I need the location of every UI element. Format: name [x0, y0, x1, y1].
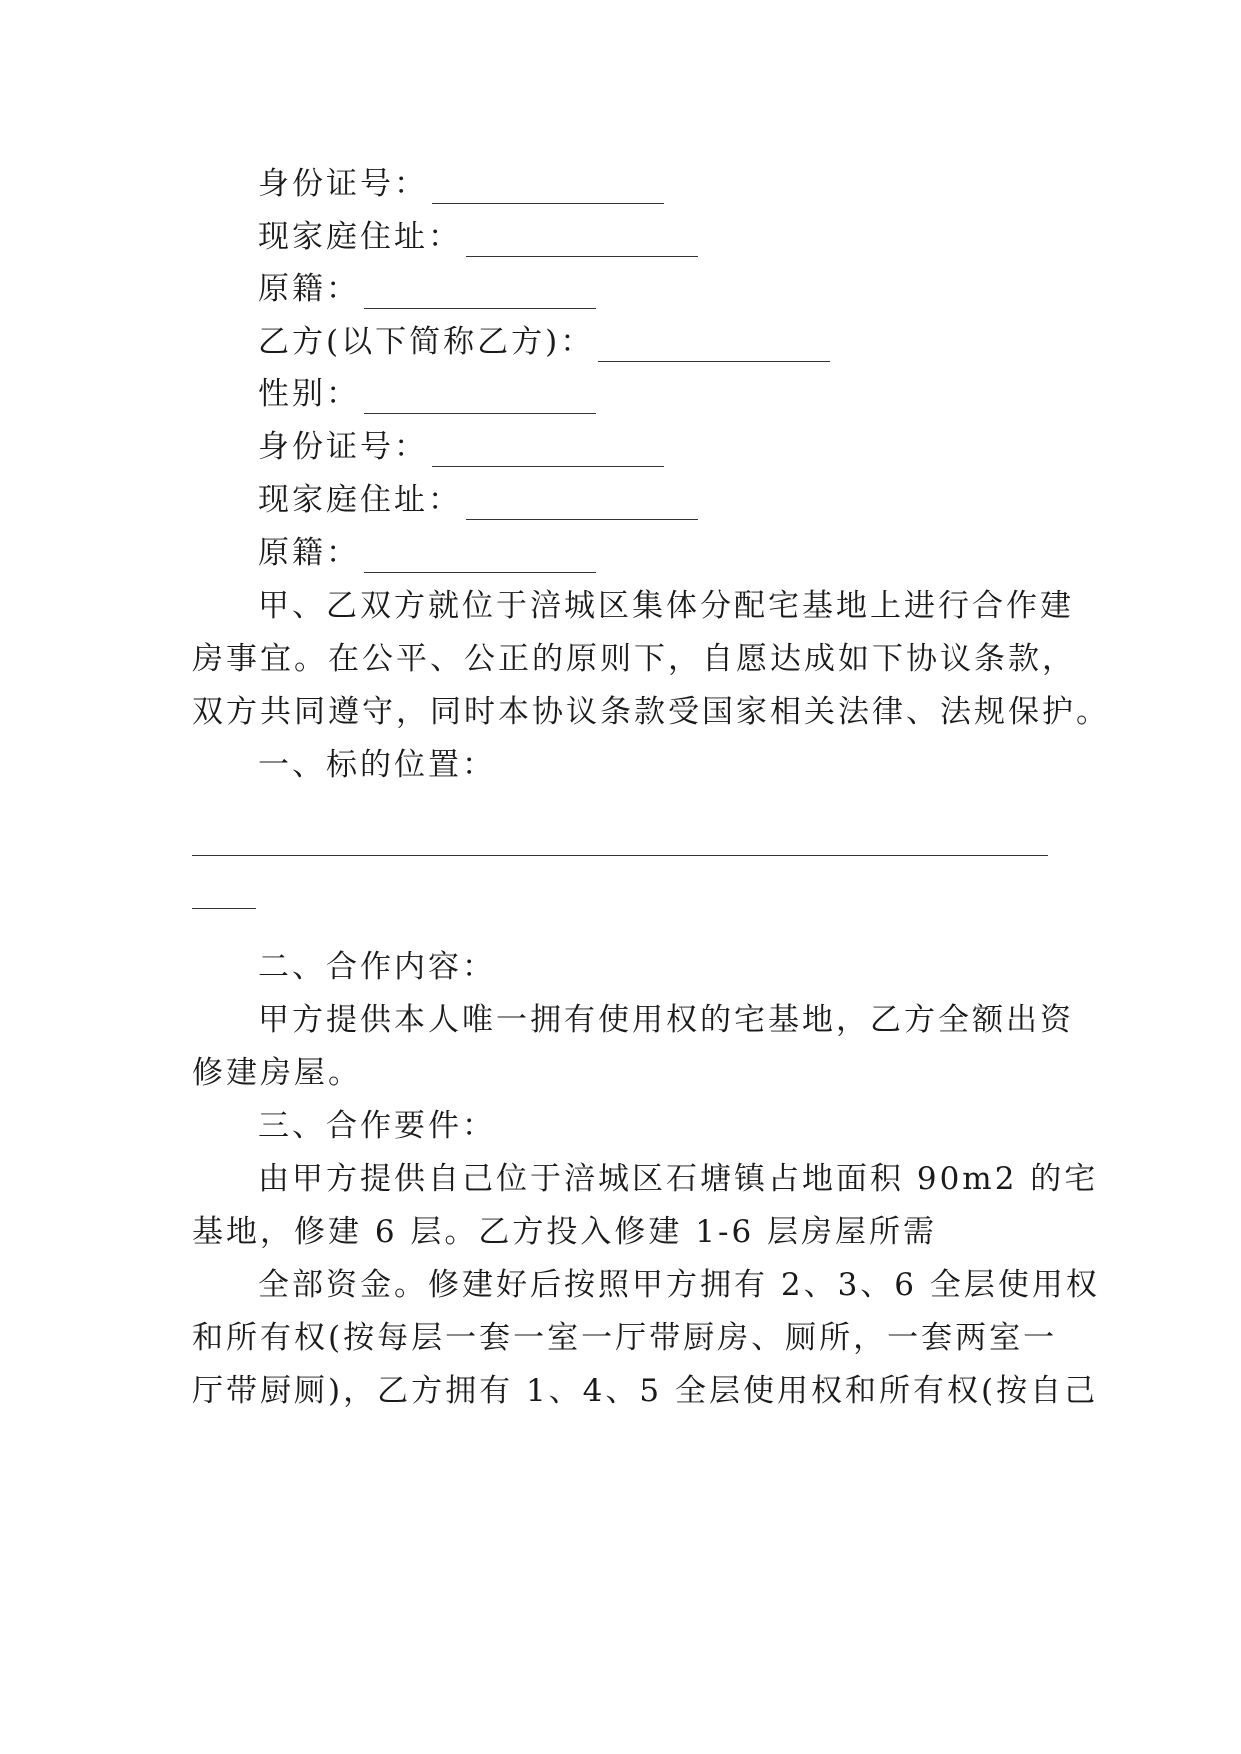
section-3-line: 基地，修建 6 层。乙方投入修建 1-6 层房屋所需: [192, 1214, 938, 1250]
intro-line: 甲、乙双方就位于涪城区集体分配宅基地上进行合作建: [258, 588, 1074, 624]
party-b-origin-field: [258, 533, 596, 573]
blank-line: [466, 226, 698, 257]
section-3-title: 三、合作要件：: [258, 1108, 496, 1144]
section-3-line: 由甲方提供自己位于涪城区石塘镇占地面积 90m2 的宅: [258, 1161, 1099, 1197]
section-2-line: 甲方提供本人唯一拥有使用权的宅基地，乙方全额出资: [258, 1002, 1074, 1038]
field-label: 原籍：: [258, 535, 360, 571]
blank-line: [466, 489, 698, 520]
field-label: 身份证号：: [258, 429, 428, 465]
field-label: 现家庭住址：: [258, 219, 462, 255]
blank-line: [598, 331, 830, 362]
blank-line: [364, 383, 596, 414]
blank-line: [364, 278, 596, 309]
field-label: 身份证号：: [258, 166, 428, 202]
field-label: 原籍：: [258, 271, 360, 307]
blank-line: [432, 173, 664, 204]
intro-line: 房事宜。在公平、公正的原则下，自愿达成如下协议条款，: [192, 641, 1076, 677]
blank-line: [432, 436, 664, 467]
party-b-heading-field: [258, 322, 830, 362]
section-2-title: 二、合作内容：: [258, 949, 496, 985]
field-label: 现家庭住址：: [258, 482, 462, 518]
party-a-id-field: [258, 164, 664, 204]
party-b-gender-field: [258, 374, 596, 414]
blank-line: [364, 542, 596, 573]
location-blank-line-cont: [192, 908, 256, 909]
intro-line: 双方共同遵守，同时本协议条款受国家相关法律、法规保护。: [192, 694, 1110, 730]
location-blank-line: [192, 855, 1048, 856]
party-a-address-field: [258, 217, 698, 257]
field-label: 乙方(以下简称乙方)：: [258, 324, 595, 360]
party-a-origin-field: [258, 269, 596, 309]
party-b-address-field: [258, 480, 698, 520]
field-label: 性别：: [258, 376, 360, 412]
section-2-line: 修建房屋。: [192, 1055, 362, 1091]
section-1-title: 一、标的位置：: [258, 747, 496, 783]
party-b-id-field: [258, 427, 664, 467]
section-3-line: 全部资金。修建好后按照甲方拥有 2、3、6 全层使用权: [258, 1267, 1100, 1303]
section-3-line: 和所有权(按每层一套一室一厅带厨房、厕所，一套两室一: [192, 1320, 1058, 1356]
section-3-line: 厅带厨厕)，乙方拥有 1、4、5 全层使用权和所有权(按自己: [192, 1373, 1099, 1409]
